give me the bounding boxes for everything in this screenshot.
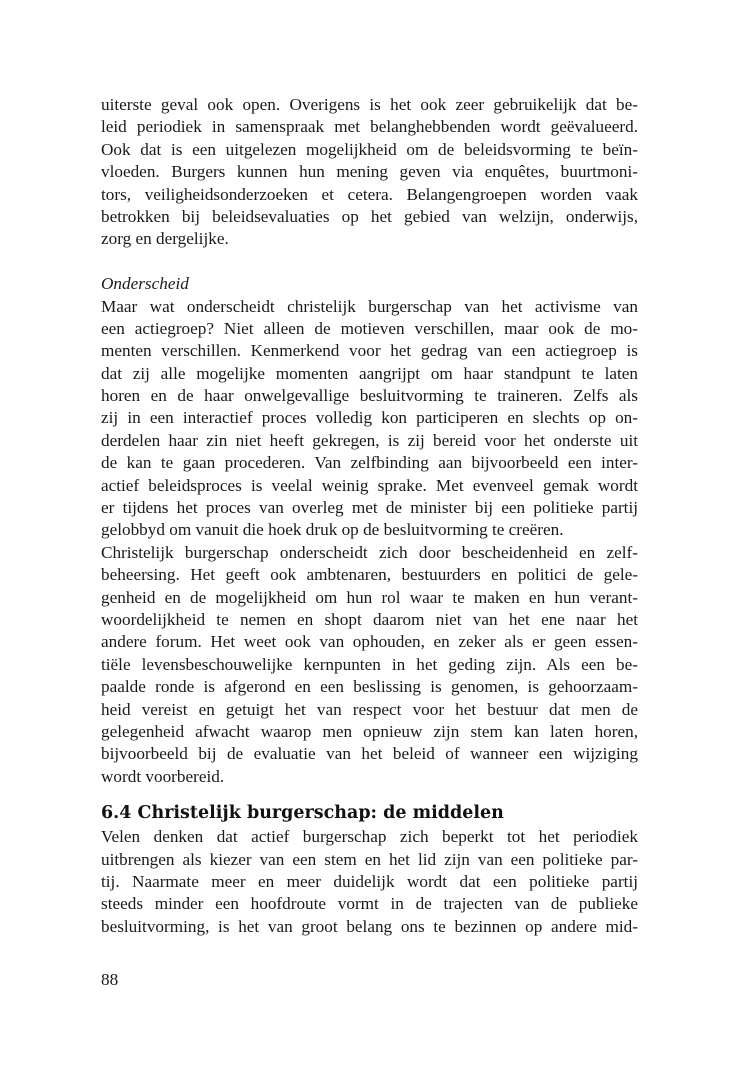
text-line: beheersing. Het geeft ook ambtenaren, bestuurders en politici de gele- <box>101 565 638 585</box>
text-line: Maar wat onderscheidt christelijk burgerschap van het activisme van <box>101 296 638 316</box>
text-line: gelegenheid afwacht waarop men opnieuw zijn stem kan laten horen, <box>101 721 638 741</box>
document-body <box>101 94 638 938</box>
text-line: zorg en dergelijke. <box>101 229 229 249</box>
text-line: andere forum. Het weet ook van ophouden, en zeker als er geen essen- <box>101 632 638 652</box>
text-line: dat zij alle mogelijke momenten aangrijpt om haar standpunt te laten <box>101 363 638 383</box>
text-line: Velen denken dat actief burgerschap zich beperkt tot het periodiek <box>101 827 638 847</box>
text-line: er tijdens het proces van overleg met de minister bij een politieke partij <box>101 498 638 518</box>
text-line: zij in een interactief proces volledig kon participeren en slechts op on- <box>101 408 638 428</box>
page-number: 88 <box>101 970 119 989</box>
text-line: besluitvorming, is het van groot belang ons te bezinnen op andere mid- <box>101 916 638 936</box>
text-line: een actiegroep? Niet alleen de motieven verschillen, maar ook de mo- <box>101 318 638 338</box>
text-line: tij. Naarmate meer en meer duidelijk wordt dat een politieke partij <box>101 871 638 891</box>
text-line: betrokken bij beleidsevaluaties op het gebied van welzijn, onderwijs, <box>101 206 638 226</box>
text-line: menten verschillen. Kenmerkend voor het gedrag van een actiegroep is <box>101 341 638 361</box>
paragraph-christelijk-burgerschap <box>101 542 638 788</box>
text-line: tors, veiligheidsonderzoeken et cetera. Belangengroepen worden vaak <box>101 184 638 204</box>
paragraph-onderscheid <box>101 296 638 542</box>
text-line: paalde ronde is afgerond en een beslissing is genomen, is gehoorzaam- <box>101 677 638 697</box>
text-line: horen en de haar onwelgevallige besluitvorming te traineren. Zelfs als <box>101 386 638 406</box>
text-line: uiterste geval ook open. Overigens is het ook zeer gebruikelijk dat be- <box>101 95 638 114</box>
text-line: Ook dat is een uitgelezen mogelijkheid om de beleidsvorming te beïn- <box>101 139 638 159</box>
text-line: wordt voorbereid. <box>101 766 225 786</box>
text-line: tiële levensbeschouwelijke kernpunten in het geding zijn. Als een be- <box>101 654 638 674</box>
subheading: Onderscheid <box>101 274 189 294</box>
text-line: woordelijkheid te nemen en shopt daarom niet van het ene naar het <box>101 609 638 629</box>
text-line: Christelijk burgerschap onderscheidt zich door bescheidenheid en zelf- <box>101 542 638 562</box>
text-line: uitbrengen als kiezer van een stem en het lid zijn van een politieke par- <box>101 849 638 869</box>
text-line: heid vereist en getuigt het van respect voor het bestuur dat men de <box>101 699 638 719</box>
text-line: derdelen haar zin niet heeft gekregen, is zij bereid voor het onderste uit <box>101 430 638 450</box>
text-line: bijvoorbeeld bij de evaluatie van het beleid of wanneer een wijziging <box>101 744 638 764</box>
text-line: vloeden. Burgers kunnen hun mening geven via enquêtes, buurtmoni- <box>101 162 638 182</box>
text-line: genheid en de mogelijkheid om hun rol waar te maken en hun verant- <box>101 587 638 607</box>
text-line: gelobbyd om vanuit die hoek druk op de besluitvorming te creëren. <box>101 520 564 540</box>
section-heading: 6.4 Christelijk burgerschap: de middelen <box>101 803 504 824</box>
text-line: leid periodiek in samenspraak met belanghebbenden wordt geëvalueerd. <box>101 117 638 137</box>
paragraph-middelen <box>101 826 638 938</box>
paragraph-spacer <box>101 251 638 273</box>
paragraph-continuation <box>101 94 638 251</box>
text-line: steeds minder een hoofdroute vormt in de trajecten van de publieke <box>101 894 638 914</box>
text-line: de kan te gaan procederen. Van zelfbinding aan bijvoorbeeld een inter- <box>101 453 638 473</box>
text-line: actief beleidsproces is veelal weinig sprake. Met evenveel gemak wordt <box>101 475 638 495</box>
